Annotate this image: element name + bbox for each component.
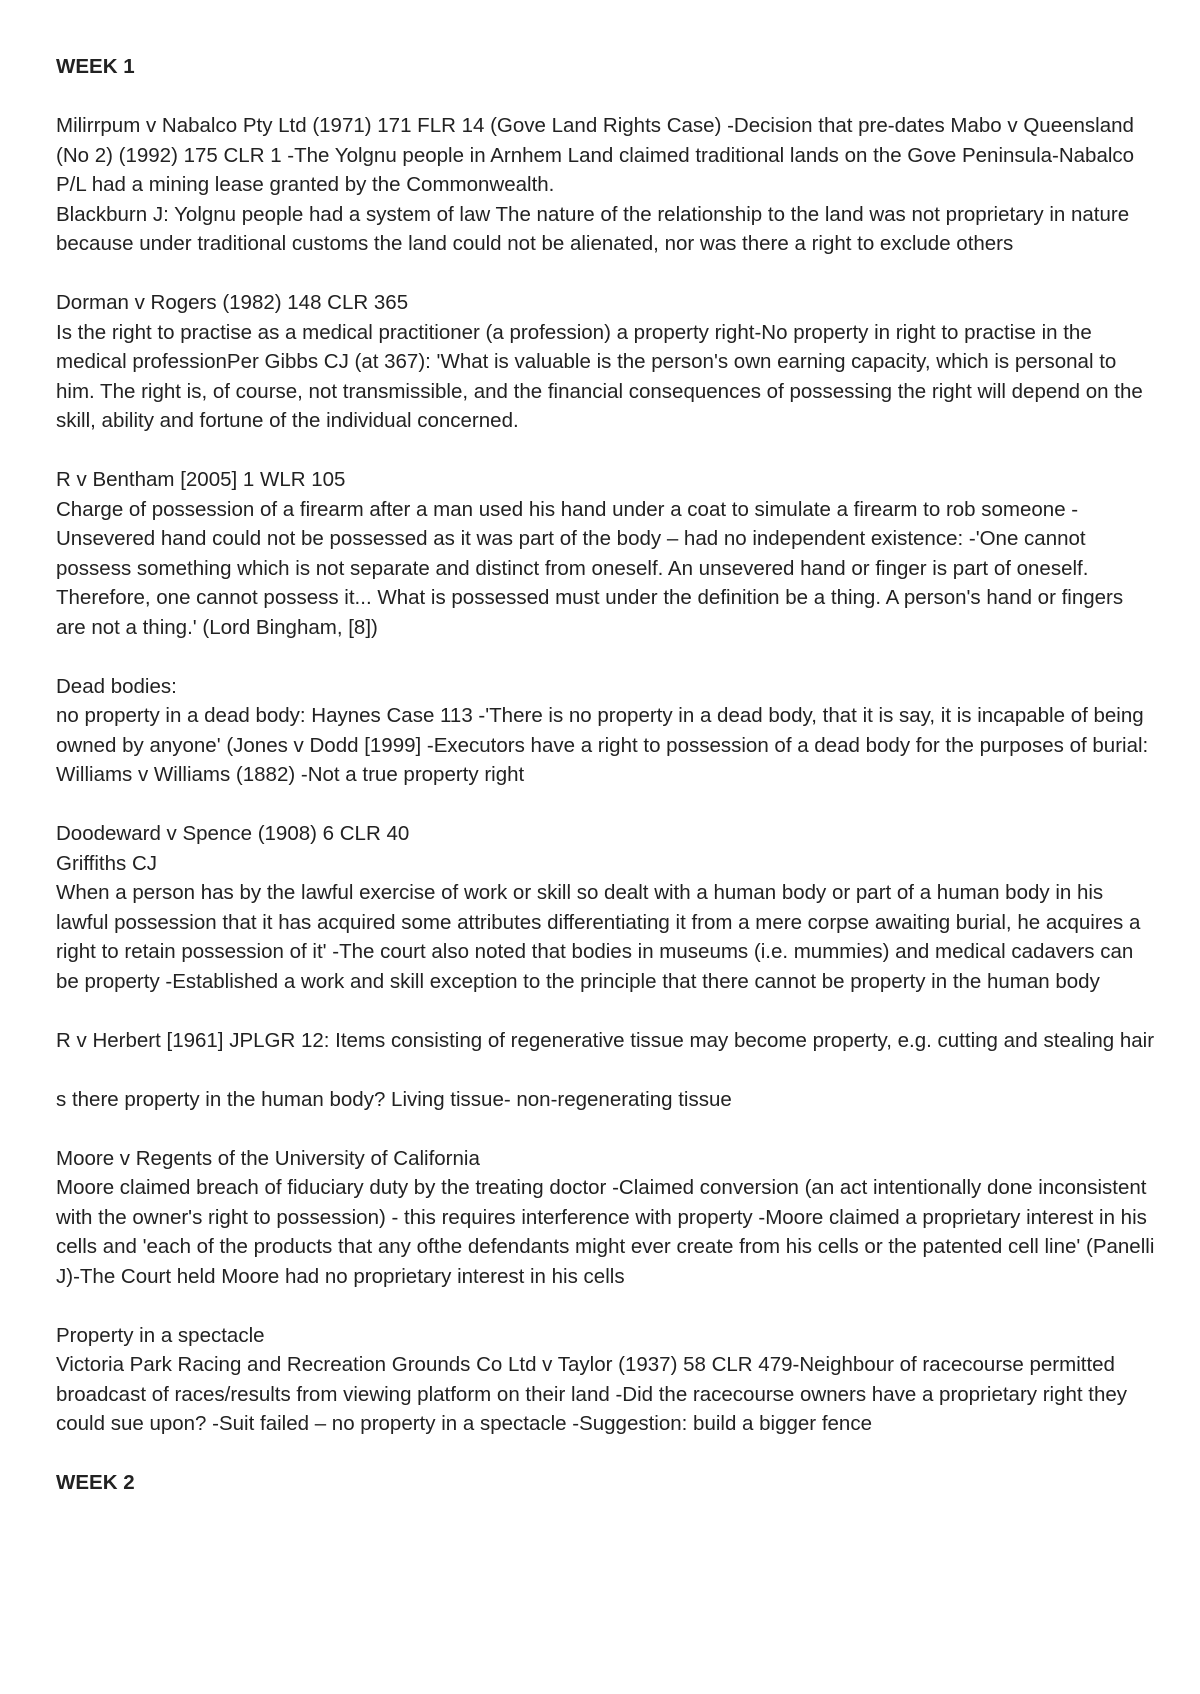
case-moore-title: Moore v Regents of the University of California [56, 1146, 480, 1170]
topic-spectacle-text: Victoria Park Racing and Recreation Grounds Co Ltd v Taylor (1937) 58 CLR 479-Neighbour of racecourse permitted broadcast of races/results from viewing platform on their land -Did the racecourse owners have a proprietary right they could sue upon? -Suit failed – no property in a spectacle -Suggestion: build a bigger fence [56, 1353, 1128, 1435]
topic-spectacle [56, 1321, 1156, 1439]
case-moore-text: Moore claimed breach of fiduciary duty by the treating doctor -Claimed conversion (an act intentionally done inconsistent with the owner's right to possession) - this requires interference with property -Moore claimed a proprietary interest in his cells and 'each of the products that any ofthe defendants might ever create from his cells or the patented cell line' (Panelli J)-The Court held Moore had no proprietary interest in his cells [56, 1176, 1155, 1288]
case-herbert [56, 1026, 1156, 1056]
case-milirrpum-facts: Milirrpum v Nabalco Pty Ltd (1971) 171 FLR 14 (Gove Land Rights Case) -Decision that pre-dates Mabo v Queensland (No 2) (1992) 175 CLR 1 -The Yolgnu people in Arnhem Land claimed traditional lands on the Gove Peninsula-Nabalco P/L had a mining lease granted by the Commonwealth. [56, 114, 1135, 196]
case-herbert-text: R v Herbert [1961] JPLGR 12: Items consisting of regenerative tissue may become property, e.g. cutting and stealing hair [56, 1028, 1155, 1052]
case-bentham-text: Charge of possession of a firearm after a man used his hand under a coat to simulate a firearm to rob someone -Unsevered hand could not be possessed as it was part of the body – had no independent existence: -'One cannot possess something which is not separate and distinct from oneself. An unsevered hand or finger is part of oneself. Therefore, one cannot possess it... What is possessed must under the definition be a thing. A person's hand or fingers are not a thing.' (Lord Bingham, [8]) [56, 497, 1124, 639]
document-page [56, 52, 1156, 1498]
topic-dead-bodies-text: no property in a dead body: Haynes Case 113 -'There is no property in a dead body, that it is say, it is incapable of being owned by anyone' (Jones v Dodd [1999] -Executors have a right to possession of a dead body for the purposes of burial: Williams v Williams (1882) -Not a true property right [56, 704, 1149, 786]
case-bentham [56, 465, 1156, 642]
topic-spectacle-title: Property in a spectacle [56, 1323, 265, 1347]
week-1-heading: WEEK 1 [56, 55, 135, 78]
topic-dead-bodies [56, 672, 1156, 790]
case-doodeward-judge: Griffiths CJ [56, 851, 157, 875]
case-doodeward-text: When a person has by the lawful exercise of work or skill so dealt with a human body or part of a human body in his lawful possession that it has acquired some attributes differentiating it from a mere corpse awaiting burial, he acquires a right to retain possession of it' -The court also noted that bodies in museums (i.e. mummies) and medical cadavers can be property -Established a work and skill exception to the principle that there cannot be property in the human body [56, 881, 1141, 993]
case-bentham-title: R v Bentham [2005] 1 WLR 105 [56, 468, 346, 491]
week-2-heading: WEEK 2 [56, 1471, 135, 1494]
case-dorman-text: Is the right to practise as a medical practitioner (a profession) a property right-No property in right to practise in the medical professionPer Gibbs CJ (at 367): 'What is valuable is the person's own earning capacity, which is personal to him. The right is, of course, not transmissible, and the financial consequences of possessing the right will depend on the skill, ability and fortune of the individual concerned. [56, 320, 1143, 432]
spacer [56, 82, 1156, 112]
topic-human-body [56, 1085, 1156, 1115]
case-dorman [56, 288, 1156, 436]
topic-dead-bodies-title: Dead bodies: [56, 674, 177, 698]
case-milirrpum [56, 111, 1156, 259]
case-doodeward-title: Doodeward v Spence (1908) 6 CLR 40 [56, 822, 410, 845]
case-doodeward [56, 819, 1156, 996]
topic-human-body-text: s there property in the human body? Living tissue- non-regenerating tissue [56, 1087, 732, 1111]
case-moore [56, 1144, 1156, 1292]
case-dorman-title: Dorman v Rogers (1982) 148 CLR 365 [56, 291, 409, 314]
case-milirrpum-holding: Blackburn J: Yolgnu people had a system of law The nature of the relationship to the land was not proprietary in nature because under traditional customs the land could not be alienated, nor was there a right to exclude others [56, 202, 1130, 255]
